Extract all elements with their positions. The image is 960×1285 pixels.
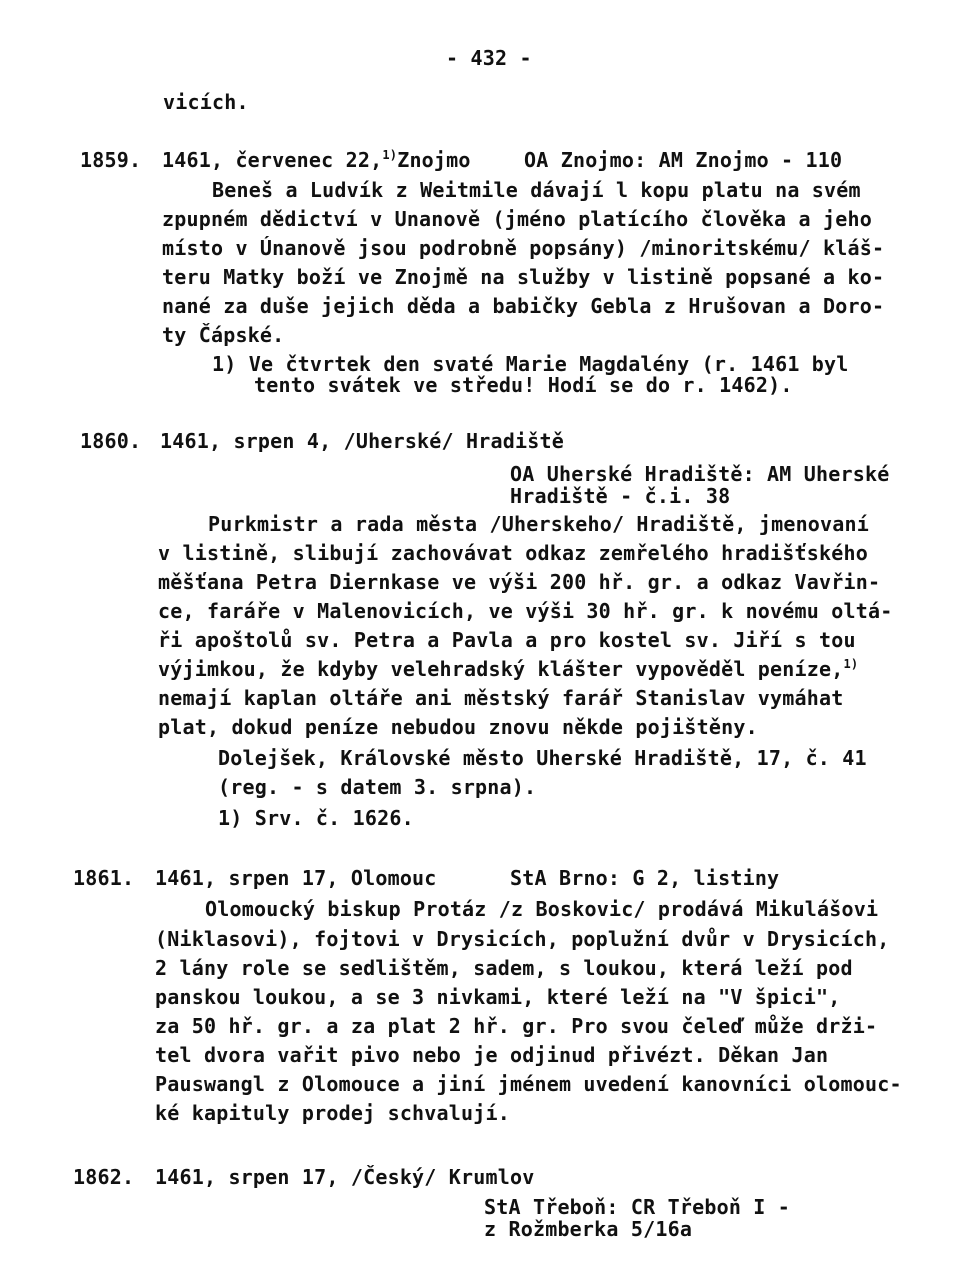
entry-1860-body-line: Purkmistr a rada města /Uherskeho/ Hradiště, jmenovaní [208, 512, 870, 536]
entry-1860-heading: 1461, srpen 4, /Uherské/ Hradiště [160, 429, 564, 453]
carryover-text: vicích. [163, 90, 249, 114]
page-number: - 432 - [446, 46, 532, 70]
entry-1859-body-line: ty Čápské. [162, 323, 285, 347]
entry-1861-body-line: za 50 hř. gr. a za plat 2 hř. gr. Pro svou čeleď může drži- [155, 1014, 878, 1038]
entry-1861-body-line: panskou loukou, a se 3 nivkami, které leží na "V špici", [155, 985, 841, 1009]
entry-1860-footnote: 1) Srv. č. 1626. [218, 806, 414, 830]
entry-1859-body-line: zpupném dědictví v Unanově (jméno platícího člověka a jeho [162, 207, 872, 231]
entry-1861-body-line: 2 lány role se sedlištěm, sadem, s loukou, která leží pod [155, 956, 853, 980]
entry-1860-number: 1860. [80, 429, 142, 453]
entry-1860-body-line: plat, dokud peníze nebudou znovu někde pojištěny. [158, 715, 758, 739]
entry-1860-body-line: nemají kaplan oltáře ani městský farář Stanislav vymáhat [158, 686, 844, 710]
entry-1859-source: OA Znojmo: AM Znojmo - 110 [524, 148, 843, 172]
entry-1859-body-line: nané za duše jejich děda a babičky Gebla z Hrušovan a Doro- [162, 294, 885, 318]
entry-1859-body-line: teru Matky boží ve Znojmě na služby v listině popsané a ko- [162, 265, 885, 289]
entry-1860-literature: Dolejšek, Královské město Uherské Hradiště, 17, č. 41 [218, 746, 867, 770]
entry-1862-source: z Rožmberka 5/16a [484, 1217, 693, 1241]
entry-1861-body-line: Olomoucký biskup Protáz /z Boskovic/ prodává Mikulášovi [205, 897, 879, 921]
entry-1862-number: 1862. [73, 1165, 135, 1189]
entry-1860-body-line: ři apoštolů sv. Petra a Pavla a pro kostel sv. Jiří s tou [158, 628, 856, 652]
entry-1861-number: 1861. [73, 866, 135, 890]
entry-1861-heading: 1461, srpen 17, Olomouc [155, 866, 437, 890]
entry-1859-heading [162, 148, 471, 172]
entry-1861-body-line: Pauswangl z Olomouce a jiní jménem uvedení kanovníci olomouc- [155, 1072, 902, 1096]
entry-1860-literature: (reg. - s datem 3. srpna). [218, 775, 537, 799]
entry-1860-body-line: ce, faráře v Malenovicích, ve výši 30 hř. gr. k novému oltá- [158, 599, 893, 623]
entry-1860-body-line: v listině, slibují zachovávat odkaz zemřelého hradišťského [158, 541, 868, 565]
entry-1859-footnote: 1) Ve čtvrtek den svaté Marie Magdalény (r. 1461 byl [212, 352, 849, 376]
entry-1859-place: Znojmo [397, 148, 471, 172]
entry-1862-source: StA Třeboň: CR Třeboň I - [484, 1195, 791, 1219]
entry-1860-body-text: výjimkou, že kdyby velehradský klášter vypověděl peníze, [158, 657, 844, 681]
entry-1860-body-line [158, 657, 858, 681]
entry-1859-body-line: místo v Únanově jsou podrobně popsány) /minoritskému/ kláš- [162, 236, 885, 260]
entry-1861-body-line: tel dvora vařit pivo nebo je odjinud přivézt. Děkan Jan [155, 1043, 829, 1067]
entry-1860-source: Hradiště - č.i. 38 [510, 484, 731, 508]
entry-1859-date: 1461, červenec 22, [162, 148, 383, 172]
entry-1862-heading: 1461, srpen 17, /Český/ Krumlov [155, 1165, 535, 1189]
entry-1859-footnote: tento svátek ve středu! Hodí se do r. 1462). [254, 373, 793, 397]
footnote-marker: 1) [382, 148, 398, 162]
entry-1859-number: 1859. [80, 148, 142, 172]
entry-1861-body-line: ké kapituly prodej schvalují. [155, 1101, 510, 1125]
entry-1861-body-line: (Niklasovi), fojtovi v Drysicích, poplužní dvůr v Drysicích, [155, 927, 890, 951]
entry-1860-body-line: měšťana Petra Diernkase ve výši 200 hř. gr. a odkaz Vavřin- [158, 570, 881, 594]
entry-1861-source: StA Brno: G 2, listiny [510, 866, 780, 890]
entry-1859-body-line: Beneš a Ludvík z Weitmile dávají l kopu platu na svém [212, 178, 861, 202]
entry-1860-source: OA Uherské Hradiště: AM Uherské [510, 462, 890, 486]
footnote-marker: 1) [843, 657, 859, 671]
